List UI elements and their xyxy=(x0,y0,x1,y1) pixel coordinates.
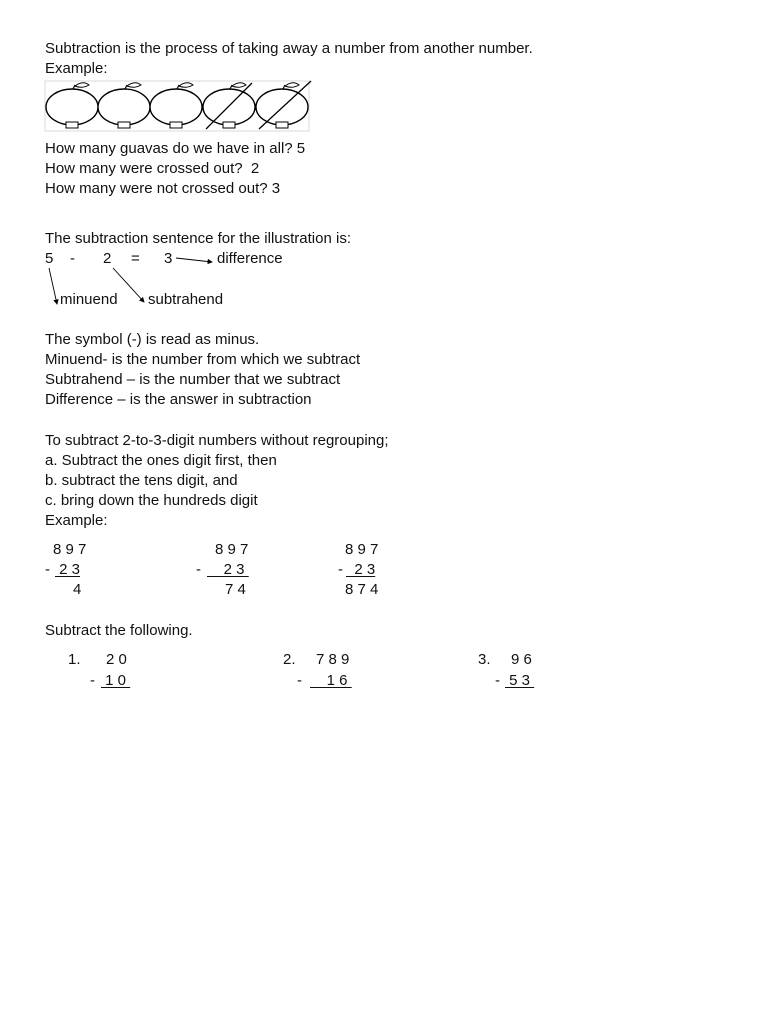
exercise-heading: Subtract the following. xyxy=(45,622,193,639)
problem-1-top: 2 0 xyxy=(106,651,127,668)
example-3-bottom: 2 3 xyxy=(346,561,376,578)
example-2-result: 7 4 xyxy=(225,581,246,598)
problem-3-top: 9 6 xyxy=(511,651,532,668)
difference-arrow xyxy=(176,258,212,262)
definition-text: Subtraction is the process of taking away a number from another number. xyxy=(45,40,533,57)
guava-icon xyxy=(46,83,98,128)
step-b: b. subtract the tens digit, and xyxy=(45,472,238,489)
difference-definition: Difference – is the answer in subtraction xyxy=(45,391,312,408)
example-3-top: 8 9 7 xyxy=(345,541,379,558)
example-3-result: 8 7 4 xyxy=(345,581,379,598)
sentence-equals: = xyxy=(131,250,140,267)
example-3-minus: - xyxy=(338,561,343,578)
step-a: a. Subtract the ones digit first, then xyxy=(45,452,277,469)
question-crossed: How many were crossed out? 2 xyxy=(45,160,260,177)
question-not-crossed: How many were not crossed out? 3 xyxy=(45,180,281,197)
guava-illustration xyxy=(45,81,309,131)
sentence-arrows xyxy=(40,245,300,315)
sentence-difference: 3 xyxy=(164,250,173,267)
problem-3-minus: - xyxy=(495,672,500,689)
problem-2-number: 2. xyxy=(283,651,296,668)
crossed-guava-icon xyxy=(203,83,255,129)
step-c: c. bring down the hundreds digit xyxy=(45,492,258,509)
minuend-arrow xyxy=(49,268,57,304)
problem-1-number: 1. xyxy=(68,651,81,668)
difference-label: difference xyxy=(217,250,283,267)
sentence-minuend: 5 xyxy=(45,250,54,267)
sentence-intro: The subtraction sentence for the illustration is: xyxy=(45,230,351,247)
problem-2-top: 7 8 9 xyxy=(316,651,350,668)
steps-heading: To subtract 2-to-3-digit numbers without regrouping; xyxy=(45,432,389,449)
example-1-bottom: 2 3 xyxy=(55,561,81,578)
example-2-top: 8 9 7 xyxy=(215,541,249,558)
guava-icon xyxy=(98,83,150,128)
sentence-minus: - xyxy=(70,250,75,267)
crossed-guava-icon xyxy=(256,81,311,129)
minuend-label: minuend xyxy=(60,291,118,308)
subtrahend-definition: Subtrahend – is the number that we subtract xyxy=(45,371,341,388)
question-total: How many guavas do we have in all? 5 xyxy=(45,140,306,157)
problem-2-bottom: 1 6 xyxy=(310,672,352,689)
example-label: Example: xyxy=(45,60,108,77)
example-2-bottom: 2 3 xyxy=(207,561,249,578)
problem-3-number: 3. xyxy=(478,651,491,668)
example-1-minus: - xyxy=(45,561,50,578)
example-2-minus: - xyxy=(196,561,201,578)
example-1-result: 4 xyxy=(73,581,82,598)
sentence-subtrahend: 2 xyxy=(103,250,112,267)
problem-2-minus: - xyxy=(297,672,302,689)
minuend-definition: Minuend- is the number from which we subtract xyxy=(45,351,361,368)
problem-1-minus: - xyxy=(90,672,95,689)
guava-icon xyxy=(150,83,202,128)
example-1-top: 8 9 7 xyxy=(53,541,87,558)
steps-example-label: Example: xyxy=(45,512,108,529)
problem-1-bottom: 1 0 xyxy=(101,672,131,689)
subtrahend-arrow xyxy=(113,268,144,302)
symbol-definition: The symbol (-) is read as minus. xyxy=(45,331,260,348)
problem-3-bottom: 5 3 xyxy=(505,672,535,689)
subtrahend-label: subtrahend xyxy=(148,291,224,308)
